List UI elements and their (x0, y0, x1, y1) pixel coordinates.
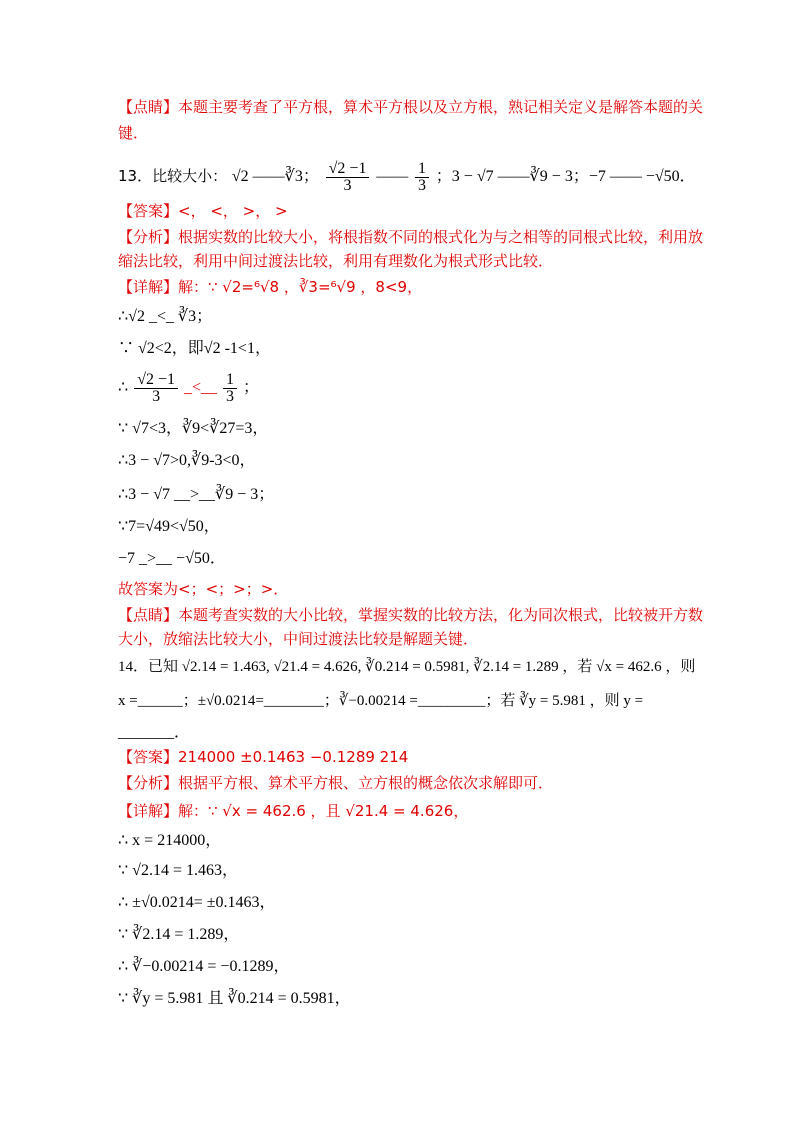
detail-13-line-7: ∴3 − √7 __>__∛9 − 3； (118, 486, 275, 503)
detail-13-line-3: ∵ √2<2，即√2 -1<1， (118, 340, 271, 357)
remark-13-line-1: 【点睛】本题考查实数的大小比较，掌握实数的比较方法，化为同次根式，比较被开方数 (118, 606, 704, 624)
problem-13-label: 13．比较大小： (118, 167, 228, 185)
fraction-1-over-3: $\frac{1}{3}$ (415, 161, 429, 194)
analysis-13-line-2: 缩法比较，利用中间过渡法比较，利用有理数化为根式形式比较． (118, 252, 554, 270)
problem-14-line-1: 14．已知 √2.14 = 1.463, √21.4 = 4.626, ∛0.214 = 0.5981, ∛2.14 = 1.289 ，若 √x = 462.6 ，则 (118, 659, 696, 675)
fraction-sqrt2-minus-1-over-3-detail: $\frac{√2 -1}{3}$ (134, 372, 178, 405)
compare-sqrt2-cbrt3: √2 ——∛3； (231, 168, 319, 185)
problem-13 (118, 152, 696, 200)
detail-14-line-6: ∴ ∛−0.00214 = −0.1289， (118, 958, 290, 975)
detail-14-line-7: ∵ ∛y = 5.981 且 ∛0.214 = 0.5981， (118, 990, 351, 1007)
problem-14-line-2: x =______；±√0.0214=________；∛−0.00214 =_________；若 ∛y = 5.981 ，则 y = (118, 693, 644, 709)
remark-12-line-2: 键． (118, 124, 149, 142)
answer-14: 【答案】214000 ±0.1463 −0.1289 214 (118, 748, 409, 766)
detail-13-line-8: ∵7=√49<√50， (118, 518, 220, 535)
detail-13-line-9: −7 _>__ −√50． (118, 550, 226, 567)
detail-14-line-1: 【详解】解：∵ √x = 462.6 ，且 √21.4 = 4.626， (118, 802, 469, 820)
detail-13-line-1: 【详解】解：∵ √2=⁶√8 ，∛3=⁶√9 ，8<9， (118, 278, 423, 296)
detail-13-line-5: ∵ √7<3，∛9<∛27=3， (118, 420, 269, 437)
analysis-13-line-1: 【分析】根据实数的比较大小，将根指数不同的根式化为与之相等的同根式比较，利用放 (118, 228, 704, 246)
fraction-sqrt2-minus-1-over-3: $\frac{√2 -1}{3}$ (326, 161, 370, 194)
remark-13-line-2: 大小，放缩法比较大小，中间过渡法比较是解题关键． (118, 630, 479, 648)
compare-blank: —— (376, 168, 409, 185)
detail-14-line-5: ∵ ∛2.14 = 1.289， (118, 926, 240, 943)
analysis-14: 【分析】根据平方根、算术平方根、立方根的概念依次求解即可． (118, 774, 554, 792)
detail-13-line-2: ∴√2 _<_ ∛3； (118, 308, 213, 325)
detail-13-line-4: ∴ $\frac{√2 -1}{3}$ _<__ $\frac{1}{3}$ ； (118, 370, 260, 405)
problem-14-line-3: _______． (118, 724, 191, 741)
fraction-1-over-3-detail: $\frac{1}{3}$ (223, 372, 237, 405)
answer-13: 【答案】<， <， >， > (118, 202, 288, 220)
detail-14-line-4: ∴ ±√0.0214= ±0.1463， (118, 894, 276, 911)
detail-14-line-2: ∴ x = 214000， (118, 832, 222, 849)
compare-rest: ；3 − √7 ——∛9 − 3；−7 —— −√50． (435, 168, 696, 185)
detail-13-line-6: ∴3 − √7>0,∛9-3<0， (118, 452, 256, 469)
detail-14-line-3: ∵ √2.14 = 1.463， (118, 862, 238, 879)
remark-12-line-1: 【点睛】本题主要考查了平方根，算术平方根以及立方根，熟记相关定义是解答本题的关 (118, 98, 704, 116)
detail-13-conclusion: 故答案为<；<；>；>． (118, 580, 289, 598)
